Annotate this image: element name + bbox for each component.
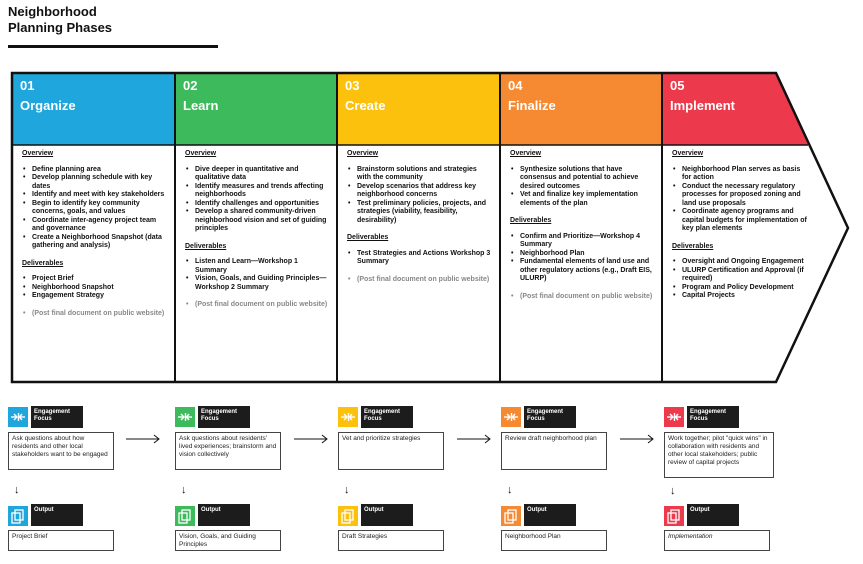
deliverables-list — [510, 233, 654, 284]
list-item: • ULURP Certification and Approval (if required) — [672, 267, 808, 284]
title-line-2: Planning Phases — [8, 20, 113, 35]
overview-list — [22, 166, 168, 251]
list-item: • Neighborhood Plan serves as basis for action — [672, 166, 808, 183]
list-item: • Project Brief — [22, 275, 168, 284]
engagement-icon — [8, 407, 28, 427]
note-list — [185, 301, 329, 310]
engagement-icon — [501, 407, 521, 427]
list-item: • Coordinate agency programs and capital budgets for implementation of key plan elements — [672, 208, 808, 234]
phase-header-finalize — [502, 74, 660, 144]
deliverables-list — [672, 258, 808, 301]
list-item: • Create a Neighborhood Snapshot (data gathering and analysis) — [22, 234, 168, 251]
list-item: • Neighborhood Snapshot — [22, 284, 168, 293]
right-arrow-icon — [620, 434, 656, 444]
list-item: • Test Strategies and Actions Workshop 3 Summary — [347, 250, 491, 267]
phase-name: Create — [345, 98, 386, 113]
output-label: Output — [524, 504, 576, 526]
phase-body-finalize — [502, 148, 660, 380]
list-item: • Dive deeper in quantitative and qualitative data — [185, 166, 329, 183]
list-item: • Neighborhood Plan — [510, 250, 654, 259]
phase-number: 01 — [20, 78, 35, 93]
engagement-icon — [664, 407, 684, 427]
list-item: • Begin to identify key community concerns, goals, and values — [22, 200, 168, 217]
down-arrow-icon: ↓ — [14, 484, 20, 496]
deliverables-heading: Deliverables — [22, 259, 64, 267]
engagement-focus-text: Ask questions about residents' lived experiences; brainstorm and vision collectively — [175, 432, 281, 470]
down-arrow-icon: ↓ — [181, 484, 187, 496]
output-label: Output — [198, 504, 250, 526]
note-list — [510, 293, 654, 302]
phase-number: 05 — [670, 78, 685, 93]
list-item: • Vision, Goals, and Guiding Principles—Workshop 2 Summary — [185, 275, 329, 292]
list-item: • Identify measures and trends affecting neighborhoods — [185, 183, 329, 200]
note-list — [22, 310, 168, 319]
output-icon — [175, 506, 195, 526]
engagement-focus-label: Engagement Focus — [31, 406, 83, 428]
deliverables-list — [185, 258, 329, 292]
list-item: • Capital Projects — [672, 292, 808, 301]
phase-number: 03 — [345, 78, 360, 93]
right-arrow-icon — [294, 434, 330, 444]
down-arrow-icon: ↓ — [507, 484, 513, 496]
deliverables-heading: Deliverables — [672, 242, 714, 250]
list-item: • Brainstorm solutions and strategies with the community — [347, 166, 491, 183]
overview-list — [510, 166, 654, 209]
publish-note: • (Post final document on public website) — [22, 310, 168, 319]
note-list — [347, 276, 491, 285]
overview-heading: Overview — [347, 150, 379, 157]
overview-heading: Overview — [185, 150, 217, 157]
list-item: • Develop scenarios that address key neighborhood concerns — [347, 183, 491, 200]
engagement-focus-text: Work together; pilot "quick wins" in collaboration with residents and other local stakeholders; public review of capital projects — [664, 432, 774, 478]
list-item: • Listen and Learn—Workshop 1 Summary — [185, 258, 329, 275]
overview-heading: Overview — [22, 150, 54, 157]
output-text: Project Brief — [8, 530, 114, 551]
list-item: • Synthesize solutions that have consensus and potential to achieve desired outcomes — [510, 166, 654, 192]
phase-number: 02 — [183, 78, 198, 93]
deliverables-list — [347, 250, 491, 267]
engagement-focus-label: Engagement Focus — [361, 406, 413, 428]
deliverables-heading: Deliverables — [185, 242, 227, 250]
deliverables-list — [22, 275, 168, 301]
list-item: • Program and Policy Development — [672, 284, 808, 293]
list-item: • Define planning area — [22, 166, 168, 175]
deliverables-heading: Deliverables — [510, 217, 552, 224]
overview-list — [185, 166, 329, 234]
output-icon — [664, 506, 684, 526]
output-icon — [501, 506, 521, 526]
list-item: • Engagement Strategy — [22, 292, 168, 301]
engagement-focus-label: Engagement Focus — [524, 406, 576, 428]
phase-body-create — [339, 148, 497, 380]
list-item: • Confirm and Prioritize—Workshop 4 Summary — [510, 233, 654, 250]
phase-number: 04 — [508, 78, 523, 93]
output-label: Output — [687, 504, 739, 526]
publish-note: • (Post final document on public website) — [510, 293, 654, 302]
engagement-icon — [175, 407, 195, 427]
phase-name: Organize — [20, 98, 76, 113]
output-text: Draft Strategies — [338, 530, 444, 551]
right-arrow-icon — [457, 434, 493, 444]
phase-header-create — [339, 74, 497, 144]
phase-name: Finalize — [508, 98, 556, 113]
output-text: Implementation — [664, 530, 770, 551]
engagement-focus-text: Vet and prioritize strategies — [338, 432, 444, 470]
output-icon — [338, 506, 358, 526]
publish-note: • (Post final document on public website) — [185, 301, 329, 310]
engagement-focus-label: Engagement Focus — [198, 406, 250, 428]
overview-list — [672, 166, 808, 234]
list-item: • Conduct the necessary regulatory processes for proposed zoning and land use proposals — [672, 183, 808, 209]
engagement-focus-label: Engagement Focus — [687, 406, 739, 428]
title-line-1: Neighborhood — [8, 4, 97, 19]
output-text: Neighborhood Plan — [501, 530, 607, 551]
list-item: • Identify and meet with key stakeholders — [22, 191, 168, 200]
list-item: • Develop a shared community-driven neighborhood vision and set of guiding principles — [185, 208, 329, 234]
overview-heading: Overview — [510, 150, 542, 157]
list-item: • Oversight and Ongoing Engagement — [672, 258, 808, 267]
publish-note: • (Post final document on public website) — [347, 276, 491, 285]
phase-name: Learn — [183, 98, 219, 113]
output-label: Output — [361, 504, 413, 526]
phase-body-implement — [664, 148, 814, 380]
list-item: • Vet and finalize key implementation elements of the plan — [510, 191, 654, 208]
output-icon — [8, 506, 28, 526]
overview-heading: Overview — [672, 150, 704, 157]
output-text: Vision, Goals, and Guiding Principles — [175, 530, 281, 551]
phase-body-organize — [14, 148, 174, 380]
phase-header-organize — [14, 74, 174, 144]
list-item: • Test preliminary policies, projects, and strategies (viability, feasibility, desirability) — [347, 200, 491, 226]
list-item: • Develop planning schedule with key dates — [22, 174, 168, 191]
list-item: • Coordinate inter-agency project team and governance — [22, 217, 168, 234]
engagement-icon — [338, 407, 358, 427]
down-arrow-icon: ↓ — [670, 485, 676, 497]
list-item: • Fundamental elements of land use and other regulatory actions (e.g., Draft EIS, ULURP) — [510, 258, 654, 284]
phase-body-learn — [177, 148, 335, 380]
deliverables-heading: Deliverables — [347, 234, 389, 241]
overview-list — [347, 166, 491, 226]
right-arrow-icon — [126, 434, 162, 444]
engagement-focus-text: Review draft neighborhood plan — [501, 432, 607, 470]
engagement-focus-text: Ask questions about how residents and other local stakeholders want to be engaged — [8, 432, 114, 470]
output-label: Output — [31, 504, 83, 526]
phase-name: Implement — [670, 98, 736, 113]
down-arrow-icon: ↓ — [344, 484, 350, 496]
phase-header-learn — [177, 74, 335, 144]
list-item: • Identify challenges and opportunities — [185, 200, 329, 209]
phase-header-implement — [664, 74, 804, 144]
